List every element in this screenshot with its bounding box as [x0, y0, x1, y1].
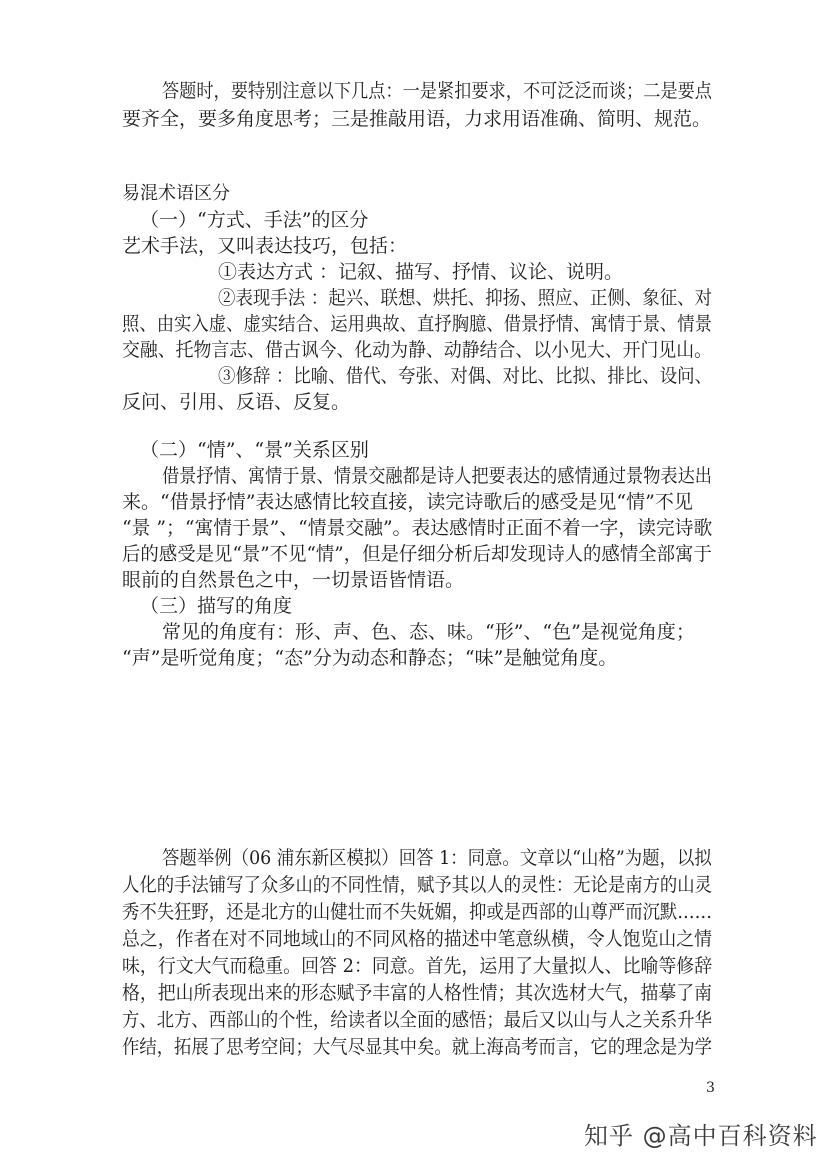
- example-line-7: 方、北方、西部山的个性，给读者以全面的感悟；最后又以山与人之关系升华: [122, 1009, 713, 1031]
- part3-heading: （三）描写的角度: [140, 595, 293, 617]
- example-line-6: 格，把山所表现出来的形态赋予丰富的人格性情；其次选材大气，描摹了南: [122, 982, 713, 1004]
- watermark: 知乎 @高中百科资料: [584, 1122, 818, 1150]
- intro-line-1: 答题时，要特别注意以下几点：一是紧扣要求，不可泛泛而谈；二是要点: [162, 80, 713, 102]
- example-line-8: 作结，拓展了思考空间；大气尽显其中矣。就上海高考而言，它的理念是为学: [122, 1036, 713, 1058]
- example-line-4: 总之，作者在对不同地域山的不同风格的描述中笔意纵横，令人饱览山之情: [122, 928, 713, 950]
- part2-line4: 后的感受是见“景”不见“情”，但是仔细分析后却发现诗人的感情全部寓于: [122, 543, 712, 565]
- part1-heading: （一）“方式、手法”的区分: [140, 209, 369, 231]
- part1-item3-line1: ③修辞 ：比喻、借代、夸张、对偶、对比、比拟、排比、设问、: [218, 365, 713, 387]
- part1-item3-line2: 反问、引用、反语、反复。: [122, 391, 351, 413]
- section-title: 易混术语区分: [122, 183, 230, 204]
- part1-item2-line2: 照、由实入虚、虚实结合、运用典故、直抒胸臆、借景抒情、寓情于景、情景: [122, 313, 713, 335]
- part1-item1: ①表达方式 ：记叙、描写、抒情、议论、说明。: [218, 261, 624, 283]
- example-line-1: 答题举例（06 浦东新区模拟）回答 1：同意。文章以“山格”为题，以拟: [162, 847, 712, 869]
- part3-line2: “声”是听觉角度；“态”分为动态和静态；“味”是触觉角度。: [122, 647, 618, 669]
- part2-line1: 借景抒情、寓情于景、情景交融都是诗人把要表达的感情通过景物表达出: [162, 465, 713, 487]
- part3-line1: 常见的角度有：形、声、色、态、味。“形”、“色”是视觉角度；: [162, 621, 695, 643]
- intro-line-2: 要齐全，要多角度思考；三是推敲用语，力求用语准确、简明、规范。: [122, 108, 712, 130]
- part2-line5: 眼前的自然景色之中，一切景语皆情语。: [122, 569, 465, 591]
- example-line-3: 秀不失狂野，还是北方的山健壮而不失妩媚，抑或是西部的山尊严而沉默……: [122, 901, 713, 923]
- example-line-2: 人化的手法铺写了众多山的不同性情，赋予其以人的灵性：无论是南方的山灵: [122, 874, 713, 896]
- part1-item2-line3: 交融、托物言志、借古讽今、化动为静、动静结合、以小见大、开门见山。: [122, 339, 713, 361]
- part2-line3: “景 ”；“寓情于景”、“情景交融”。表达感情时正面不着一字，读完诗歌: [122, 517, 713, 539]
- part1-intro: 艺术手法，又叫表达技巧，包括：: [122, 235, 408, 257]
- part1-item2-line1: ②表现手法 ：起兴、联想、烘托、抑扬、照应、正侧、象征、对: [218, 287, 713, 309]
- part2-heading: （二）“情”、“景”关系区别: [140, 439, 369, 461]
- page-number: 3: [706, 1080, 715, 1096]
- part2-line2: 来。“借景抒情”表达感情比较直接，读完诗歌后的感受是见“情”不见: [122, 491, 693, 513]
- example-line-5: 味，行文大气而稳重。回答 2：同意。首先，运用了大量拟人、比喻等修辞: [122, 955, 713, 977]
